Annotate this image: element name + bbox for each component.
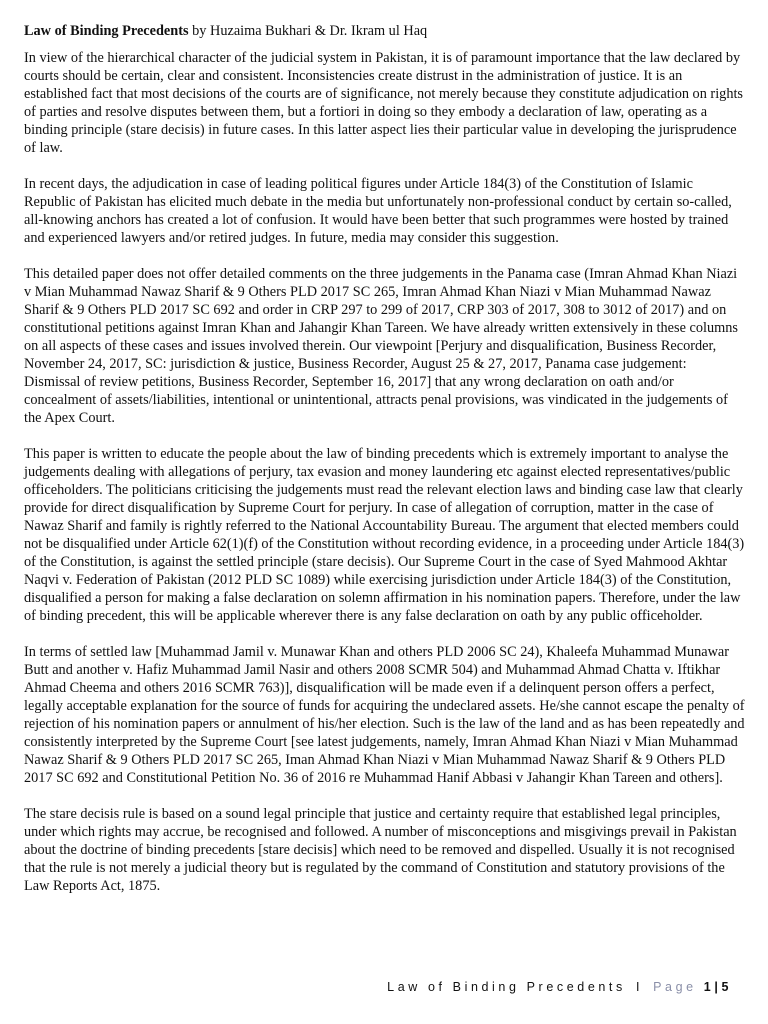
document-body xyxy=(24,22,746,913)
document-byline: by Huzaima Bukhari & Dr. Ikram ul Haq xyxy=(188,23,428,39)
paragraph-2: In recent days, the adjudication in case of leading political figures under Article 184(3) of the Constitution of Islamic Republic of Pakistan has elicited much debate in the media but unfortunately non-professional conduct by certain so-called, all-knowing anchors has created a lot of confusion. It would have been better that such programmes were hosted by trained and experienced lawyers and/or retired judges. In future, media may consider this suggestion. xyxy=(24,176,732,246)
paragraph-3: This detailed paper does not offer detailed comments on the three judgements in the Panama case (Imran Ahmad Khan Niazi v Mian Muhammad Nawaz Sharif & 9 Others PLD 2017 SC 265, Imran Ahmad Khan Niazi v Mian Muhammad Nawaz Sharif & 9 Others PLD 2017 SC 692 and order in CRP 297 to 299 of 2017, CRP 303 of 2017, 308 to 3012 of 2017) and on constitutional petitions against Imran Khan and Jahangir Khan Tareen. We have already written extensively in these columns on all aspects of these cases and issues involved therein. Our viewpoint [Perjury and disqualification, Business Recorder, November 24, 2017, SC: jurisdiction & justice, Business Recorder, August 25 & 27, 2017, Panama case judgement: Dismissal of review petitions, Business Recorder, September 16, 2017] that any wrong declaration on oath and/or concealment of assets/liabilities, intentional or unintentional, attracts penal provisions, was vindicated in the judgements of the Apex Court. xyxy=(24,266,738,426)
footer-divider: | xyxy=(714,980,722,994)
document-title: Law of Binding Precedents xyxy=(24,23,189,39)
footer-separator: I xyxy=(635,980,644,994)
paragraph-6: The stare decisis rule is based on a sound legal principle that justice and certainty require that established legal principles, under which rights may accrue, be recognised and followed. A number of misconceptions and misgivings prevail in Pakistan about the doctrine of binding precedents [stare decisis] which need to be removed and dispelled. Usually it is not recognised that the rule is not merely a judicial theory but is regulated by the command of Constitution and statutory provisions of the Law Reports Act, 1875. xyxy=(24,806,737,894)
page-footer xyxy=(387,980,732,994)
paragraph-1: In view of the hierarchical character of the judicial system in Pakistan, it is of paramount importance that the law declared by courts should be certain, clear and consistent. Inconsistencies create distrust in the administration of justice. It is an established fact that most decisions of the courts are of significance, not merely because they constitute adjudication on rights of parties and resolve disputes between them, but a fortiori in doing so they embody a declaration of law, operating as a binding principle (stare decisis) in future cases. In this latter aspect lies their particular value in developing the jurisprudence of law. xyxy=(24,50,743,156)
footer-page-number: 1 xyxy=(703,980,715,994)
footer-page-label: Page xyxy=(653,980,697,994)
footer-title: Law of Binding Precedents xyxy=(387,980,626,994)
paragraph-5: In terms of settled law [Muhammad Jamil v. Munawar Khan and others PLD 2006 SC 24), Khaleefa Muhammad Munawar Butt and another v. Hafiz Muhammad Jamil Nasir and others 2008 SCMR 504) and Muhammad Ahmad Chatta v. Iftikhar Ahmad Cheema and others 2016 SCMR 763)], disqualification will be made even if a delinquent person offers a perfect, legally acceptable explanation for the source of funds for acquiring the undeclared assets. He/she cannot escape the penalty of rejection of his nomination papers or annulment of his/her election. Such is the law of the land and as has been repeatedly and consistently interpreted by the Supreme Court [see latest judgements, namely, Imran Ahmad Khan Niazi v Mian Muhammad Nawaz Sharif & 9 Others PLD 2017 SC 265, Iman Ahmad Khan Niazi v Mian Muhammad Nawaz Sharif & 9 Others PLD 2017 SC 692 and Constitutional Petition No. 36 of 2016 re Muhammad Hanif Abbasi v Jahangir Khan Tareen and others]. xyxy=(24,644,745,786)
title-line xyxy=(24,22,746,40)
footer-total-pages: 5 xyxy=(721,980,732,994)
paragraph-4: This paper is written to educate the people about the law of binding precedents which is extremely important to analyse the judgements dealing with allegations of perjury, tax evasion and money laundering etc against elected representatives/public officeholders. The politicians criticising the judgements must read the relevant election laws and binding case law that clearly provide for direct disqualification by Supreme Court for perjury. In case of allegation of corruption, matter in the case of Nawaz Sharif and family is rightly referred to the National Accountability Bureau. The argument that elected members could not be disqualified under Article 62(1)(f) of the Constitution without recording evidence, in a proceeding under Article 184(3) of the Constitution, is against the settled principle (stare decisis). Our Supreme Court in the case of Syed Mahmood Akhtar Naqvi v. Federation of Pakistan (2012 PLD SC 1089) while exercising jurisdiction under Article 184(3) of the Constitution, disqualified a person for making a false declaration on solemn affirmation in his nomination papers. Therefore, under the law of binding precedent, this will be applicable wherever there is any false declaration on oath by any public officeholder. xyxy=(24,446,745,624)
